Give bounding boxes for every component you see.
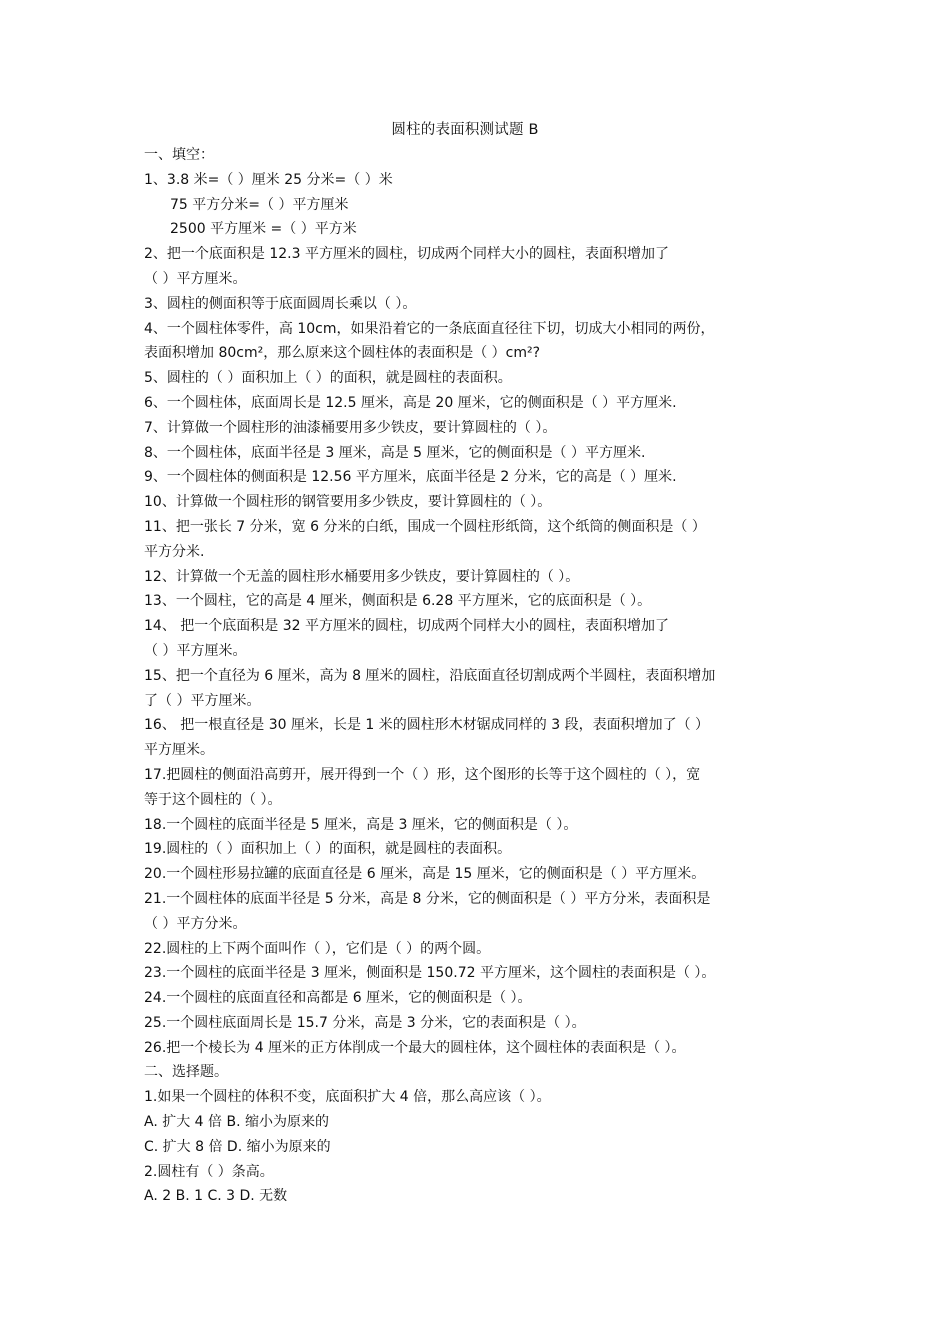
answer-options: C. 扩大 8 倍 D. 缩小为原来的 bbox=[144, 1138, 331, 1155]
question-line: 21.一个圆柱体的底面半径是 5 分米，高是 8 分米，它的侧面积是（ ）平方分米，表面积是 bbox=[144, 890, 711, 907]
question-line: 22.圆柱的上下两个面叫作（ ），它们是（ ）的两个圆。 bbox=[144, 940, 491, 957]
question-line: 平方分米. bbox=[144, 543, 205, 560]
document-body bbox=[144, 143, 808, 1209]
section-heading-fill-blank: 一、填空： bbox=[144, 147, 214, 163]
question-line: 13、一个圆柱，它的高是 4 厘米，侧面积是 6.28 平方厘米，它的底面积是（ ）。 bbox=[144, 593, 652, 610]
question-line: 19.圆柱的（ ）面积加上（ ）的面积，就是圆柱的表面积。 bbox=[144, 841, 512, 858]
question-line: （ ）平方厘米。 bbox=[144, 270, 247, 287]
question-line: 2500 平方厘米 =（ ）平方米 bbox=[170, 221, 357, 238]
question-line: 2、把一个底面积是 12.3 平方厘米的圆柱，切成两个同样大小的圆柱，表面积增加了 bbox=[144, 246, 669, 263]
question-line: （ ）平方分米。 bbox=[144, 915, 247, 932]
question-line: 14、 把一个底面积是 32 平方厘米的圆柱，切成两个同样大小的圆柱，表面积增加了 bbox=[144, 618, 669, 635]
question-line: 1.如果一个圆柱的体积不变，底面积扩大 4 倍，那么高应该（ ）。 bbox=[144, 1089, 551, 1106]
question-line: 75 平方分米=（ ）平方厘米 bbox=[170, 196, 349, 213]
question-line: 2.圆柱有（ ）条高。 bbox=[144, 1163, 274, 1180]
question-line: 6、一个圆柱体，底面周长是 12.5 厘米，高是 20 厘米，它的侧面积是（ ）平方厘米. bbox=[144, 394, 677, 411]
question-line: 15、把一个直径为 6 厘米，高为 8 厘米的圆柱，沿底面直径切割成两个半圆柱，表面积增加 bbox=[144, 667, 716, 684]
question-line: 25.一个圆柱底面周长是 15.7 分米，高是 3 分米，它的表面积是（ ）。 bbox=[144, 1014, 586, 1031]
question-line: 了（ ）平方厘米。 bbox=[144, 692, 261, 709]
document-title: 圆柱的表面积测试题 B bbox=[391, 122, 539, 138]
question-line: 平方厘米。 bbox=[144, 742, 214, 759]
question-line: 9、一个圆柱体的侧面积是 12.56 平方厘米，底面半径是 2 分米，它的高是（ ）厘米. bbox=[144, 469, 677, 486]
question-line: 7、计算做一个圆柱形的油漆桶要用多少铁皮，要计算圆柱的（ ）。 bbox=[144, 419, 557, 436]
question-line: 表面积增加 80cm²，那么原来这个圆柱体的表面积是（ ）cm²? bbox=[144, 345, 541, 362]
question-line: 1、3.8 米=（ ）厘米 25 分米=（ ）米 bbox=[144, 171, 393, 188]
answer-options: A. 扩大 4 倍 B. 缩小为原来的 bbox=[144, 1114, 329, 1131]
question-line: 5、圆柱的（ ）面积加上（ ）的面积，就是圆柱的表面积。 bbox=[144, 370, 512, 387]
section-heading-choice: 二、选择题。 bbox=[144, 1064, 228, 1081]
question-line: 16、 把一根直径是 30 厘米，长是 1 米的圆柱形木材锯成同样的 3 段，表面积增加了（ ） bbox=[144, 717, 710, 734]
question-line: 12、计算做一个无盖的圆柱形水桶要用多少铁皮，要计算圆柱的（ ）。 bbox=[144, 568, 580, 585]
question-line: 3、圆柱的侧面积等于底面圆周长乘以（ ）。 bbox=[144, 295, 417, 312]
question-line: 4、一个圆柱体零件，高 10cm，如果沿着它的一条底面直径往下切，切成大小相同的两份， bbox=[144, 320, 715, 337]
question-line: 23.一个圆柱的底面半径是 3 厘米，侧面积是 150.72 平方厘米，这个圆柱的表面积是（ ）。 bbox=[144, 965, 716, 982]
question-line: 20.一个圆柱形易拉罐的底面直径是 6 厘米，高是 15 厘米，它的侧面积是（ ）平方厘米。 bbox=[144, 866, 706, 883]
question-line: 11、把一张长 7 分米，宽 6 分米的白纸，围成一个圆柱形纸筒，这个纸筒的侧面积是（ ） bbox=[144, 518, 706, 535]
question-line: 10、计算做一个圆柱形的钢管要用多少铁皮，要计算圆柱的（ ）。 bbox=[144, 494, 552, 511]
question-line: 26.把一个棱长为 4 厘米的正方体削成一个最大的圆柱体，这个圆柱体的表面积是（ ）。 bbox=[144, 1039, 686, 1056]
question-line: 17.把圆柱的侧面沿高剪开，展开得到一个（ ）形，这个图形的长等于这个圆柱的（ ），宽 bbox=[144, 766, 701, 783]
question-line: 24.一个圆柱的底面直径和高都是 6 厘米，它的侧面积是（ ）。 bbox=[144, 990, 532, 1007]
question-line: （ ）平方厘米。 bbox=[144, 642, 247, 659]
question-line: 8、一个圆柱体，底面半径是 3 厘米，高是 5 厘米，它的侧面积是（ ）平方厘米. bbox=[144, 444, 646, 461]
question-line: 18.一个圆柱的底面半径是 5 厘米，高是 3 厘米，它的侧面积是（ ）。 bbox=[144, 816, 578, 833]
question-line: 等于这个圆柱的（ ）。 bbox=[144, 791, 282, 808]
answer-options: A. 2 B. 1 C. 3 D. 无数 bbox=[144, 1188, 288, 1205]
